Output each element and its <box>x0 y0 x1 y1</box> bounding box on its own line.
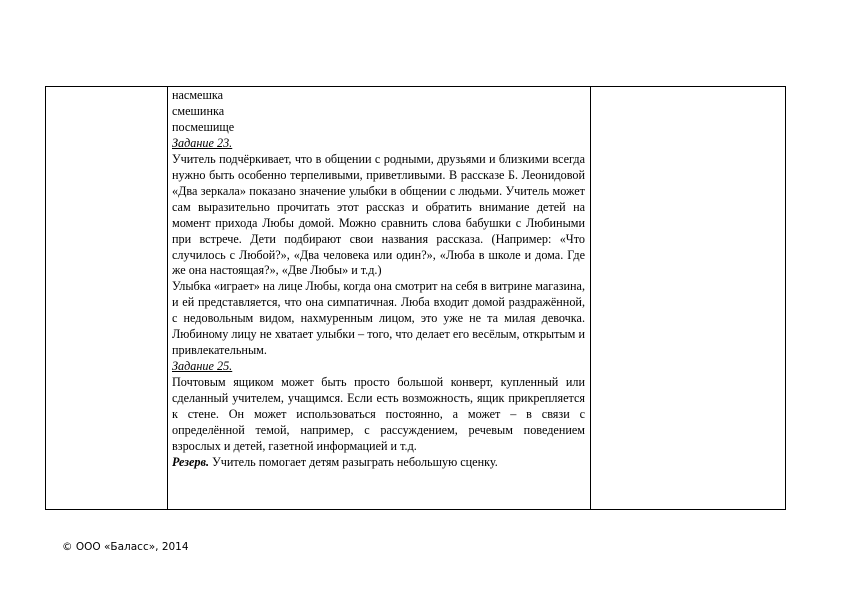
lesson-table <box>45 86 786 510</box>
footer-copyright: © ООО «Баласс», 2014 <box>62 541 189 553</box>
task-23-paragraph-1: Учитель подчёркивает, что в общении с родными, друзьями и близкими всегда нужно быть особенно терпеливыми, приветливыми. В рассказе Б. Леонидовой «Два зеркала» показано значение улыбки в общении с людьми. Учитель может сам выразительно прочитать этот рассказ и обратить внимание детей на момент прихода Любы домой. Можно сравнить слова бабушки с Любиными при встрече. Дети подбирают свои названия рассказа. (Например: «Что случилось с Любой?», «Два человека или один?», «Люба в школе и дома. Где же она настоящая?», «Две Любы» и т.д.) <box>172 151 585 278</box>
content-cell <box>172 88 585 471</box>
word-item: посмешище <box>172 119 235 134</box>
reserve-label: Резерв. <box>172 454 210 469</box>
task-23-heading: Задание 23. <box>172 135 233 150</box>
column-divider-right <box>590 87 591 509</box>
task-25-heading: Задание 25. <box>172 359 233 374</box>
task-23-paragraph-2: Улыбка «играет» на лице Любы, когда она смотрит на себя в витрине магазина, и ей представляется, что она симпатичная. Люба входит домой раздражённой, с недовольным видом, нахмуренным лицом, это уже не та милая девочка. Любиному лицу не хватает улыбки – того, что делает его весёлым, открытым и привлекательным. <box>172 279 585 358</box>
task-25-paragraph-1: Почтовым ящиком может быть просто большой конверт, купленный или сделанный учителем, учащимся. Если есть возможность, ящик прикрепляется к стене. Он может использоваться постоянно, а может – в связи с определённой темой, например, с рассуждением, речевым поведением взрослых и детей, газетной информацией и т.д. <box>172 375 585 453</box>
reserve-text: Учитель помогает детям разыграть небольшую сценку. <box>212 454 498 469</box>
word-item: насмешка <box>172 88 223 102</box>
word-item: смешинка <box>172 103 225 118</box>
column-divider-left <box>167 87 168 509</box>
reserve-line <box>172 455 585 471</box>
